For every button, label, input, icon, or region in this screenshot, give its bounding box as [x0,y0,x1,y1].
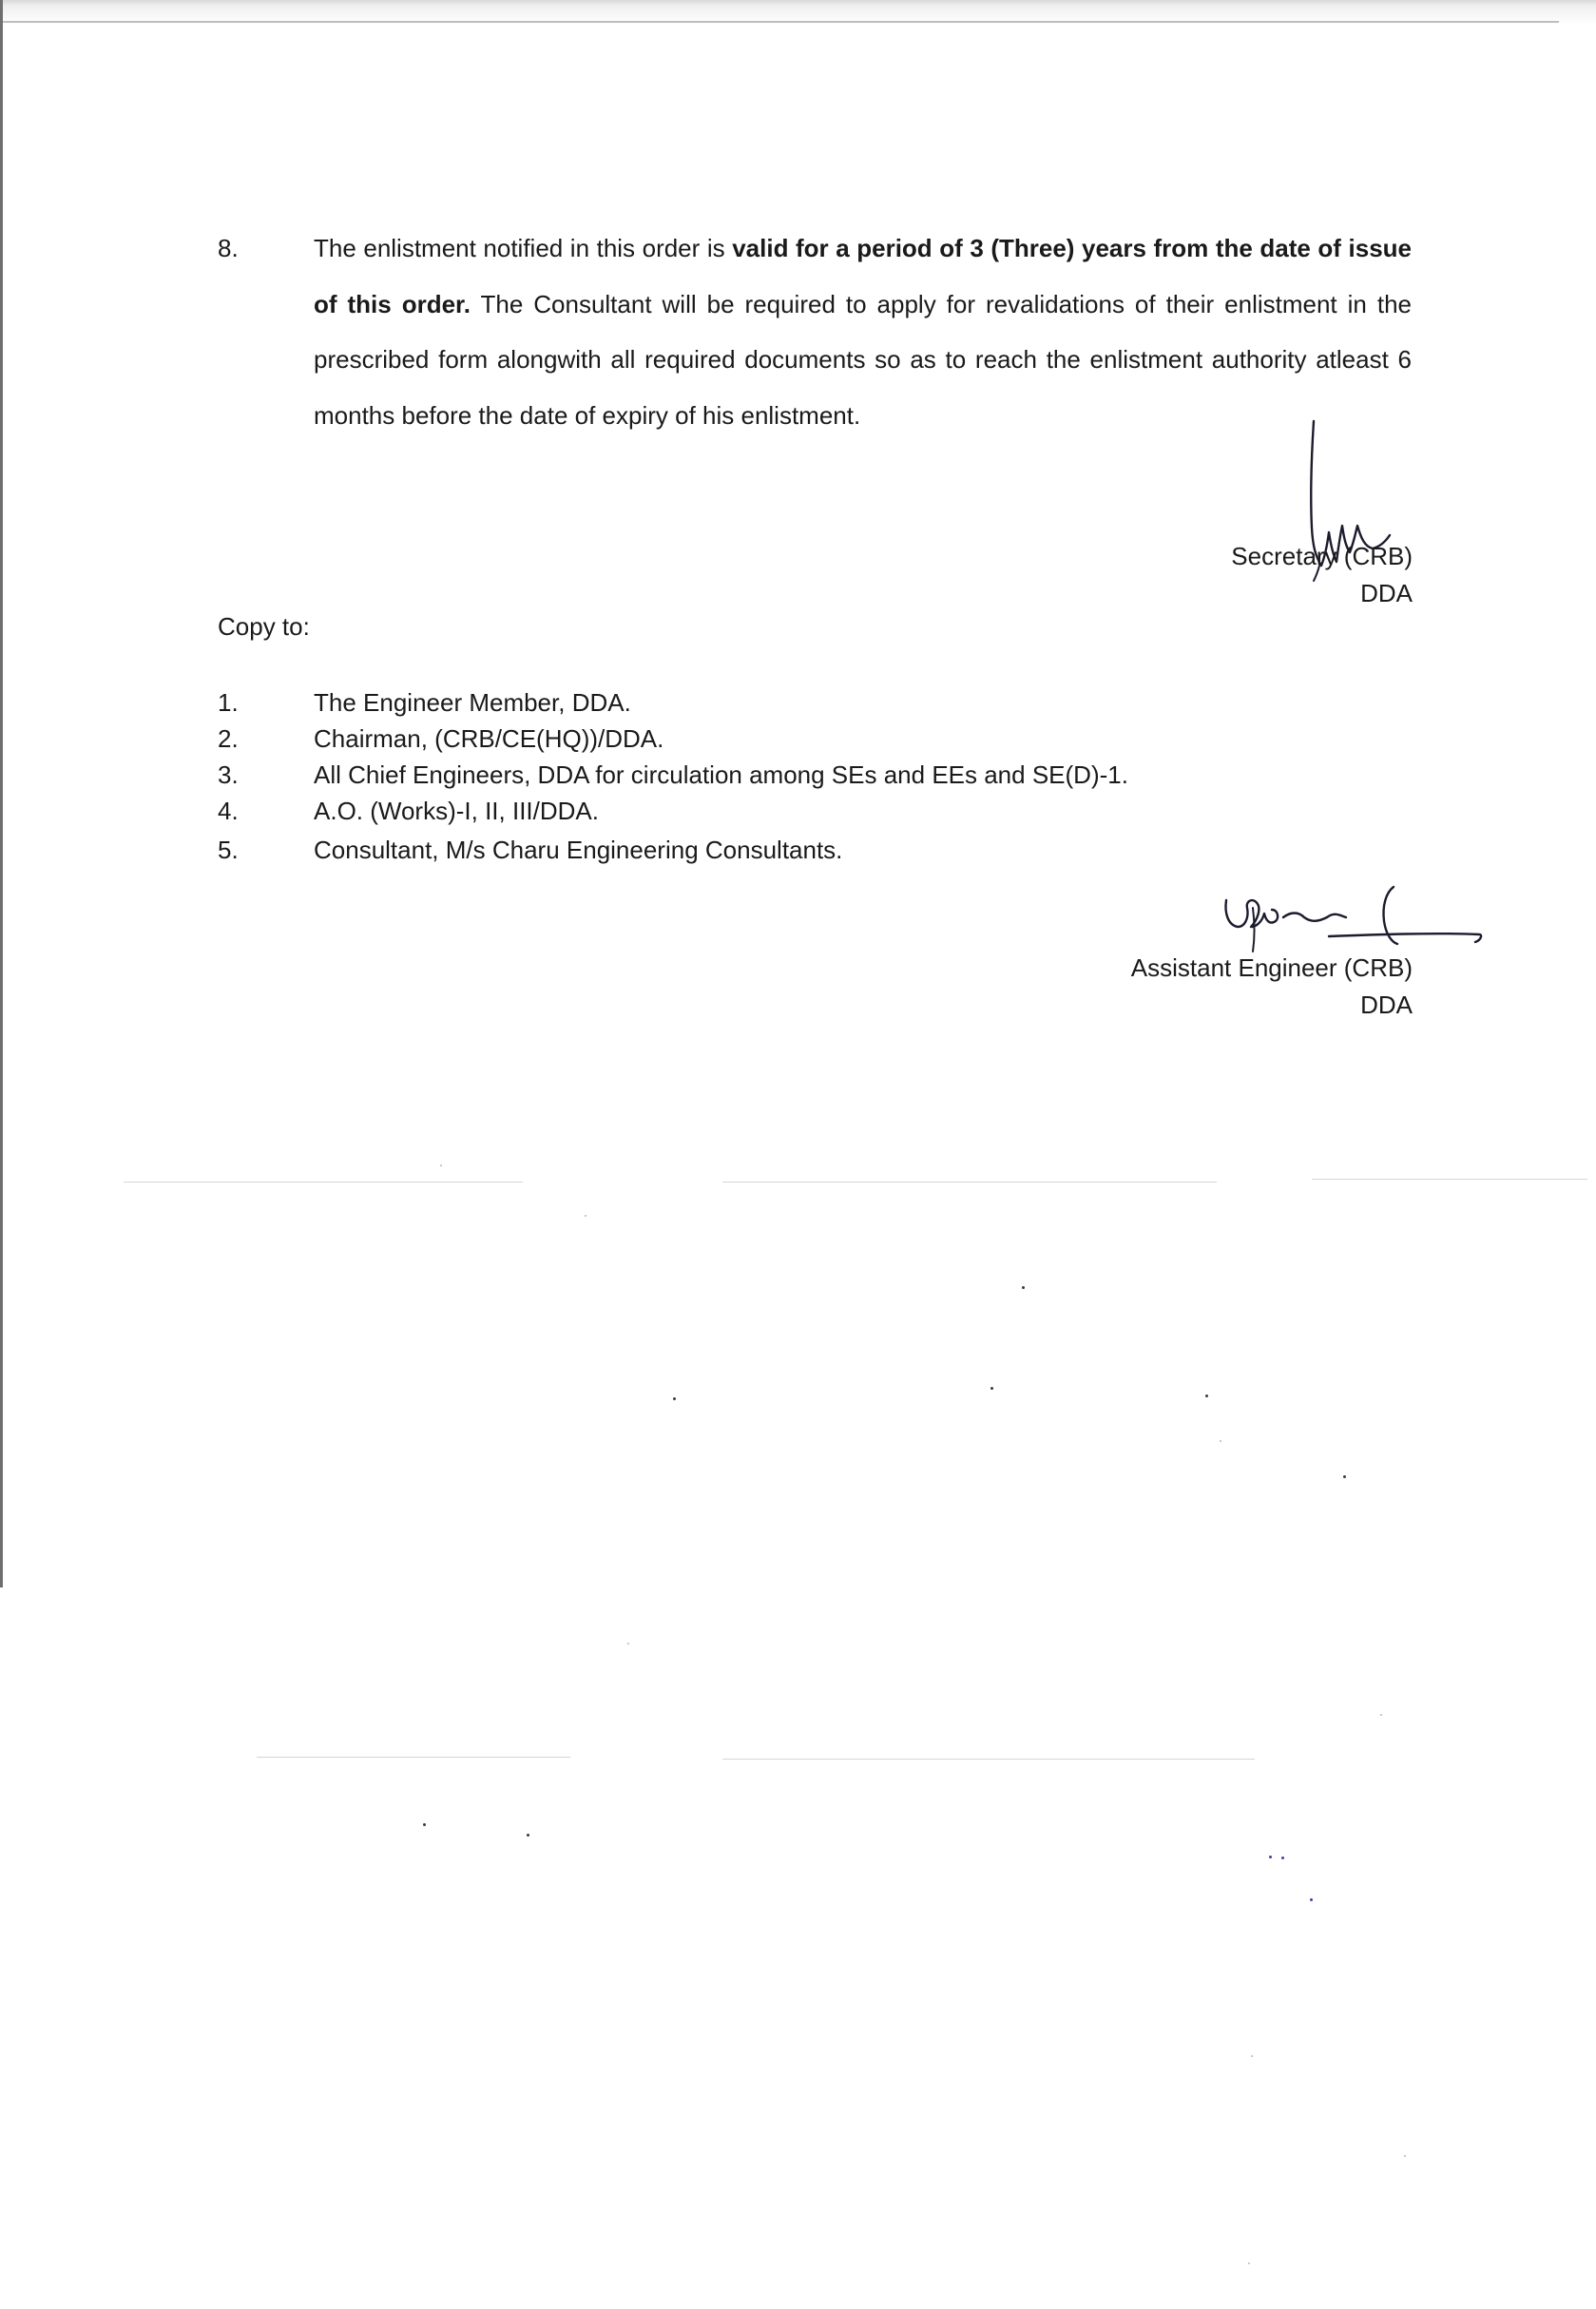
scan-speck [585,1215,586,1217]
scan-speck [1248,2262,1250,2264]
clause-text-bold: valid for a period of 3 (Three) years from the date of issue of this order. [314,234,1413,318]
scan-speck [527,1834,529,1837]
scan-dash [722,1759,1255,1760]
scan-speck [1310,1898,1313,1901]
list-item-text: Chairman, (CRB/CE(HQ))/DDA. [314,724,664,753]
scan-speck [1404,2155,1406,2157]
scan-dash [1312,1179,1587,1180]
list-item-text: All Chief Engineers, DDA for circulation among SEs and EEs and SE(D)-1. [314,760,1128,789]
scan-speck [673,1397,676,1400]
scan-speck [1343,1475,1346,1478]
list-item-number: 2. [218,724,239,753]
scan-speck [990,1387,993,1390]
scan-dash [257,1757,570,1758]
assistant-engineer-signature [1217,879,1492,955]
clause-number: 8. [218,234,239,262]
copy-to-heading: Copy to: [218,612,310,641]
secretary-organisation: DDA [1360,579,1413,607]
list-item-number: 1. [218,688,239,717]
scan-left-edge [0,0,3,1587]
scan-speck [1220,1440,1221,1442]
scan-dash [124,1182,523,1183]
list-item-text: Consultant, M/s Charu Engineering Consultants. [314,836,843,864]
scan-speck [1281,1857,1284,1859]
list-item-text: The Engineer Member, DDA. [314,688,631,717]
assistant-engineer-organisation: DDA [1360,991,1413,1019]
list-item-number: 5. [218,836,239,864]
scan-dash [722,1182,1217,1183]
scan-speck [627,1643,629,1645]
secretary-designation: Secretary (CRB) [1231,542,1413,570]
scan-speck [1251,2055,1253,2057]
assistant-engineer-designation: Assistant Engineer (CRB) [1130,953,1413,982]
scan-speck [1380,1714,1382,1716]
scan-speck [1022,1286,1025,1289]
scan-speck [440,1164,442,1166]
list-item-number: 3. [218,760,239,789]
scan-speck [423,1823,426,1826]
clause-text [314,221,1412,443]
scan-speck [1205,1395,1208,1397]
clause-text-part2: The Consultant will be required to apply for revalidations of their enlistment in the prescribed form alongwith all required documents so as to reach the enlistment authority atleast 6 months before the date of expiry of his enlistment. [314,289,1412,430]
assistant-engineer-signature-block [1131,950,1413,1024]
clause-text-part1: The enlistment notified in this order is [314,234,733,262]
list-item-number: 4. [218,797,239,825]
scan-speck [1269,1856,1272,1858]
secretary-signature-block [1231,538,1413,612]
scan-line-top [0,21,1559,23]
list-item-text: A.O. (Works)-I, II, III/DDA. [314,797,599,825]
